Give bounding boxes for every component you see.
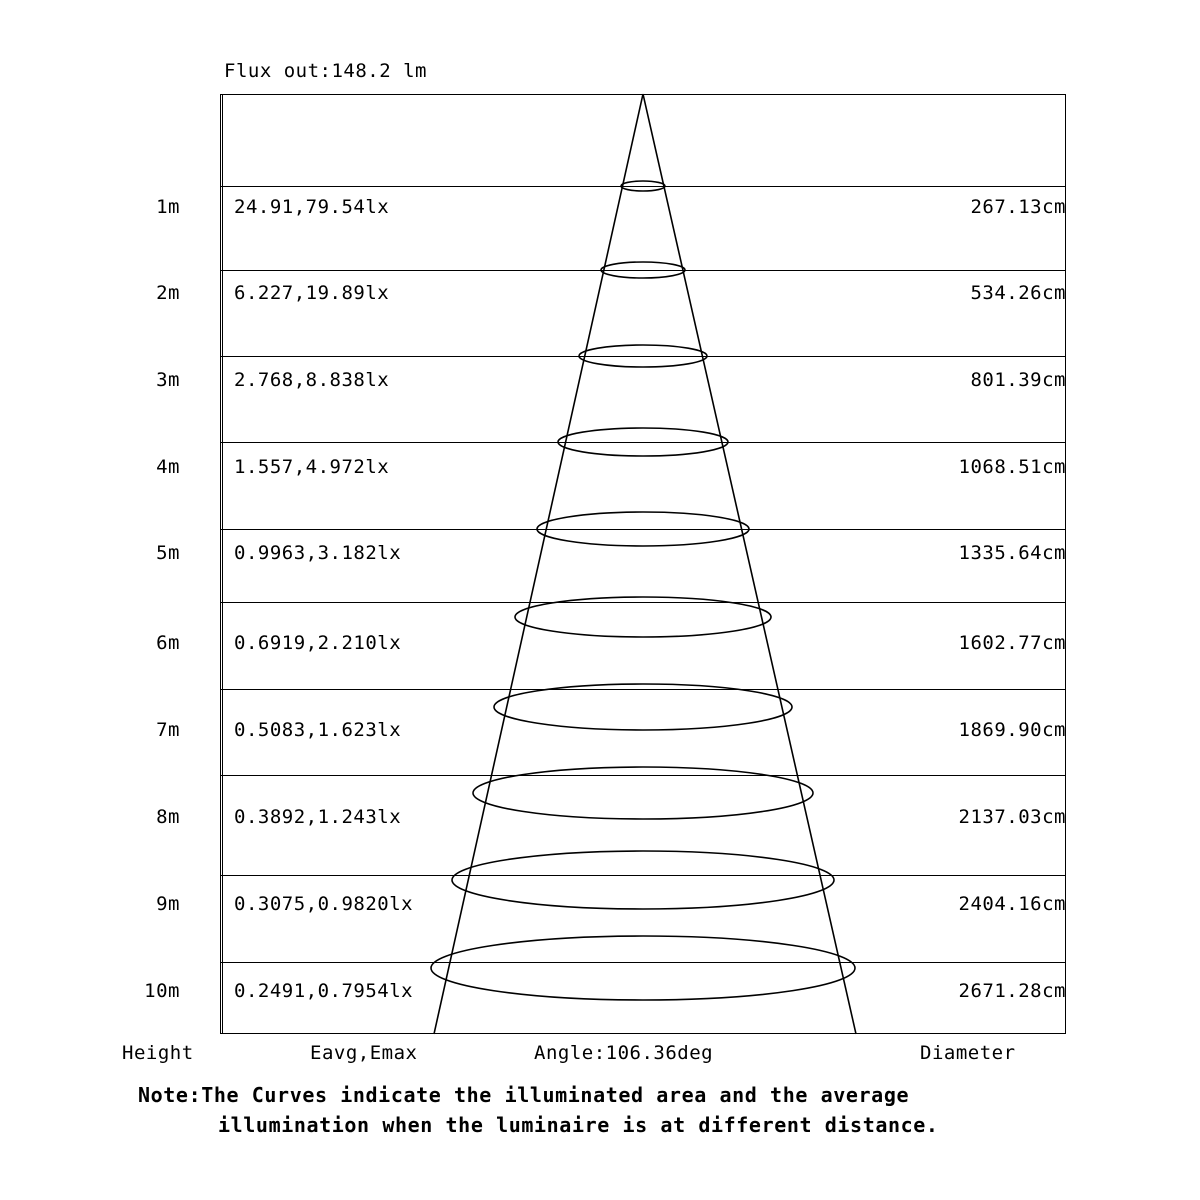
row-height-9: 9m: [156, 893, 180, 915]
row-lux-2: 6.227,19.89lx: [234, 282, 390, 304]
row-height-6: 6m: [156, 632, 180, 654]
beam-ellipse-1m: [621, 181, 665, 191]
beam-ellipse-5m: [537, 512, 749, 546]
row-lux-9: 0.3075,0.9820lx: [234, 893, 414, 915]
row-lux-7: 0.5083,1.623lx: [234, 719, 402, 741]
beam-ellipse-4m: [558, 428, 728, 456]
chart-note-line-1: Note:The Curves indicate the illuminated area and the average: [138, 1083, 910, 1107]
row-lux-6: 0.6919,2.210lx: [234, 632, 402, 654]
row-lux-10: 0.2491,0.7954lx: [234, 980, 414, 1002]
axis-caption-diameter: Diameter: [920, 1042, 1016, 1064]
row-diameter-7: 1869.90cm: [958, 719, 1066, 741]
row-diameter-6: 1602.77cm: [958, 632, 1066, 654]
row-height-1: 1m: [156, 196, 180, 218]
beam-ellipse-3m: [579, 345, 707, 367]
row-diameter-1: 267.13cm: [970, 196, 1066, 218]
row-height-2: 2m: [156, 282, 180, 304]
chart-note-line-2: illumination when the luminaire is at different distance.: [218, 1113, 939, 1137]
row-lux-8: 0.3892,1.243lx: [234, 806, 402, 828]
row-height-5: 5m: [156, 542, 180, 564]
beam-edge-right: [643, 94, 856, 1034]
chart-note: [138, 1080, 1098, 1140]
beam-ellipse-6m: [515, 597, 771, 637]
beam-ellipse-7m: [494, 684, 792, 730]
beam-ellipse-9m: [452, 851, 834, 909]
row-diameter-10: 2671.28cm: [958, 980, 1066, 1002]
row-diameter-5: 1335.64cm: [958, 542, 1066, 564]
row-height-8: 8m: [156, 806, 180, 828]
row-height-7: 7m: [156, 719, 180, 741]
flux-out-label: Flux out:148.2 lm: [224, 60, 427, 82]
row-diameter-3: 801.39cm: [970, 369, 1066, 391]
axis-caption-height: Height: [122, 1042, 194, 1064]
row-lux-1: 24.91,79.54lx: [234, 196, 390, 218]
axis-caption-eavg-emax: Eavg,Emax: [310, 1042, 418, 1064]
beam-ellipse-2m: [601, 262, 685, 278]
beam-ellipse-8m: [473, 767, 813, 819]
row-diameter-4: 1068.51cm: [958, 456, 1066, 478]
axis-caption-angle: Angle:106.36deg: [534, 1042, 714, 1064]
row-diameter-9: 2404.16cm: [958, 893, 1066, 915]
beam-edge-left: [434, 94, 643, 1034]
row-height-4: 4m: [156, 456, 180, 478]
row-lux-5: 0.9963,3.182lx: [234, 542, 402, 564]
row-height-10: 10m: [144, 980, 180, 1002]
row-lux-3: 2.768,8.838lx: [234, 369, 390, 391]
beam-ellipse-10m: [431, 936, 855, 1000]
row-diameter-2: 534.26cm: [970, 282, 1066, 304]
row-lux-4: 1.557,4.972lx: [234, 456, 390, 478]
row-height-3: 3m: [156, 369, 180, 391]
row-diameter-8: 2137.03cm: [958, 806, 1066, 828]
